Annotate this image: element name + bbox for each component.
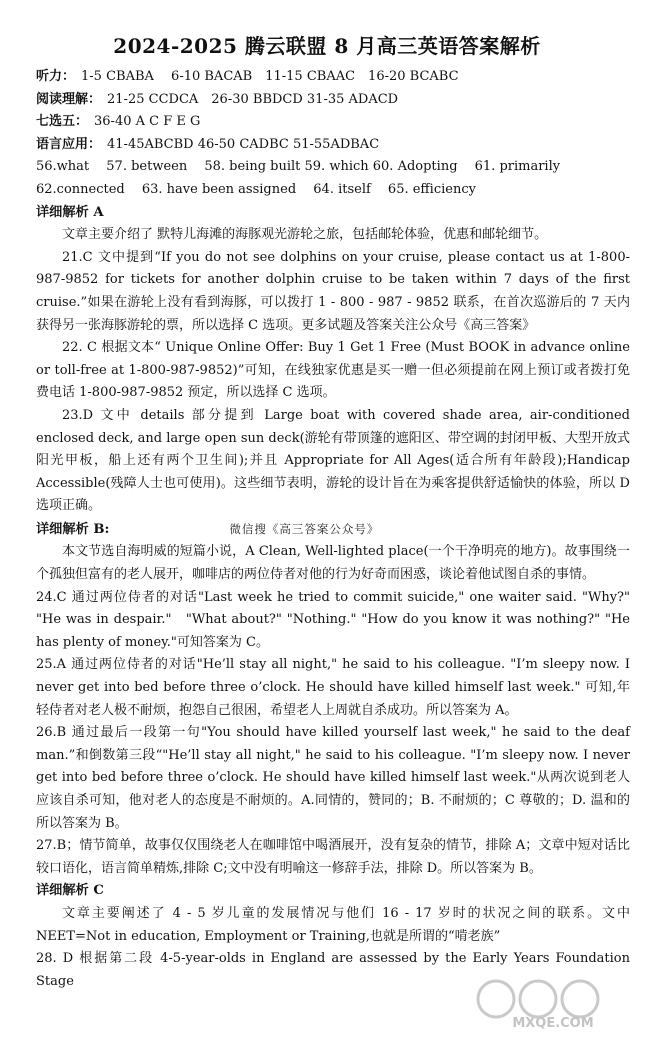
answer-line-listening: [36, 66, 630, 89]
answer-label: 语言应用：: [36, 136, 102, 152]
answer-label: 听力：: [36, 69, 76, 84]
question-21: 21.C 文中提到“If you do not see dolphins on your cruise, please contact us at 1-800-987-9852 for tickets for another dolphin cruise to be taken within 7 days of the first cruise.”如果在游轮上没有看到海豚，可以拨打 1 - 800 - 987 - 9852 联系，在首次巡游后的 7 天内获得另一张海豚游轮的票，所以选择 C 选项。更多试题及答案关注公众号《高三答案》: [36, 249, 630, 333]
answer-line-reading: [36, 89, 630, 112]
question-26: 26.B 通过最后一段第一句"You should have killed yourself last week," he said to the deaf man.”和倒数第三段“"He’ll stay all night," he said to his colleague. "I’m sleepy now. I never get into bed before three o’clock. He should have killed himself last week."从两次说到老人应该自杀可知，他对老人的态度是不耐烦的。A.同情的，赞同的；B. 不耐烦的；C 尊敬的；D. 温和的所以答案为 B。: [36, 725, 630, 831]
section-b-intro: 本文节选自海明威的短篇小说，A Clean, Well-lighted place(一个干净明亮的地方)。故事围绕一个孤独但富有的老人展开，咖啡店的两位侍者对他的行为好奇而困惑，谈论着他试图自杀的事情。: [36, 544, 630, 583]
question-22: 22. C 根据文本“ Unique Online Offer: Buy 1 Get 1 Free (Must BOOK in advance online or toll-free at 1-800-987-9852)”可知，在线独家优惠是买一赠一但必须提前在网上预订或者拨打免费电话 1-800-987-9852 预定，所以选择 C 选项。: [36, 340, 630, 401]
section-c-intro: 文章主要阐述了 4 - 5 岁儿童的发展情况与他们 16 - 17 岁时的状况之间的联系。文中 NEET=Not in education, Employment or Training,也就是所谓的“啃老族”: [36, 905, 630, 944]
section-heading-c: 详细解析 C: [36, 883, 104, 899]
answer-line-language: [36, 134, 630, 157]
answer-value: 36-40 A C F E G: [94, 114, 201, 130]
question-27: 27.B；情节简单，故事仅仅围绕老人在咖啡馆中喝酒展开，没有复杂的情节，排除 A；文章中短对话比较口语化，语言简单精炼,排除 C;文中没有明喻这一修辞手法，排除 D。所以答案为 B。: [36, 838, 630, 876]
section-heading-b: 详细解析 B:: [36, 521, 110, 537]
question-28: 28. D 根据第二段 4-5-year-olds in England are assessed by the Early Years Foundation Stage: [36, 951, 630, 989]
section-heading-a: 详细解析 A: [36, 204, 104, 220]
document-body: [0, 58, 654, 993]
answer-label: 阅读理解：: [36, 91, 102, 107]
page-title: 2024-2025 腾云联盟 8 月高三英语答案解析: [113, 34, 541, 58]
watermark-badge-text: MXQE.COM: [512, 1016, 594, 1031]
answer-line-fill-2: 62.connected 63. have been assigned 64. itself 65. efficiency: [36, 181, 476, 197]
answer-value: 41-45ABCBD 46-50 CADBC 51-55ADBAC: [107, 136, 380, 152]
answer-line-seven: [36, 111, 630, 134]
answer-line-fill-1: 56.what 57. between 58. being built 59. which 60. Adopting 61. primarily: [36, 159, 561, 175]
wechat-watermark-text: 微信搜《高三答案公众号》: [229, 521, 380, 536]
answer-label: 七选五：: [36, 114, 89, 130]
question-23: 23.D 文中 details 部分提到 Large boat with covered shade area, air-conditioned enclosed deck, and large open sun deck(游轮有带顶篷的遮阳区、带空调的封闭甲板、大型开放式阳光甲板，船上还有两个卫生间);并且 Appropriate for All Ages(适合所有年龄段);Handicap Accessible(残障人士也可使用)。这些细节表明，游轮的设计旨在为乘客提供舒适愉快的体验，所以 D 选项正确。: [36, 407, 630, 514]
watermark-logo-icon: [468, 975, 638, 1031]
section-a-intro: 文章主要介绍了 默特儿海滩的海豚观光游轮之旅，包括邮轮体验，优惠和邮轮细节。: [62, 227, 548, 243]
question-25: 25.A 通过两位侍者的对话"He’ll stay all night," he said to his colleague. "I’m sleepy now. I never get into bed before three o’clock. He should have killed himself last week." 可知,年轻侍者对老人极不耐烦，抱怨自己很困，希望老人上周就自杀成功。所以答案为 A。: [36, 657, 630, 718]
question-24: 24.C 通过两位侍者的对话"Last week he tried to commit suicide," one waiter said. "Why?" "He was in despair." "What about?" "Nothing." "How do you know it was nothing?" "He has plenty of money."可知答案为 C。: [36, 589, 630, 650]
answer-value: 21-25 CCDCA 26-30 BBDCD 31-35 ADACD: [107, 91, 399, 107]
section-b-heading-row: [36, 518, 630, 542]
answer-value: 1-5 CBABA 6-10 BACAB 11-15 CBAAC 16-20 BCABC: [81, 69, 459, 84]
